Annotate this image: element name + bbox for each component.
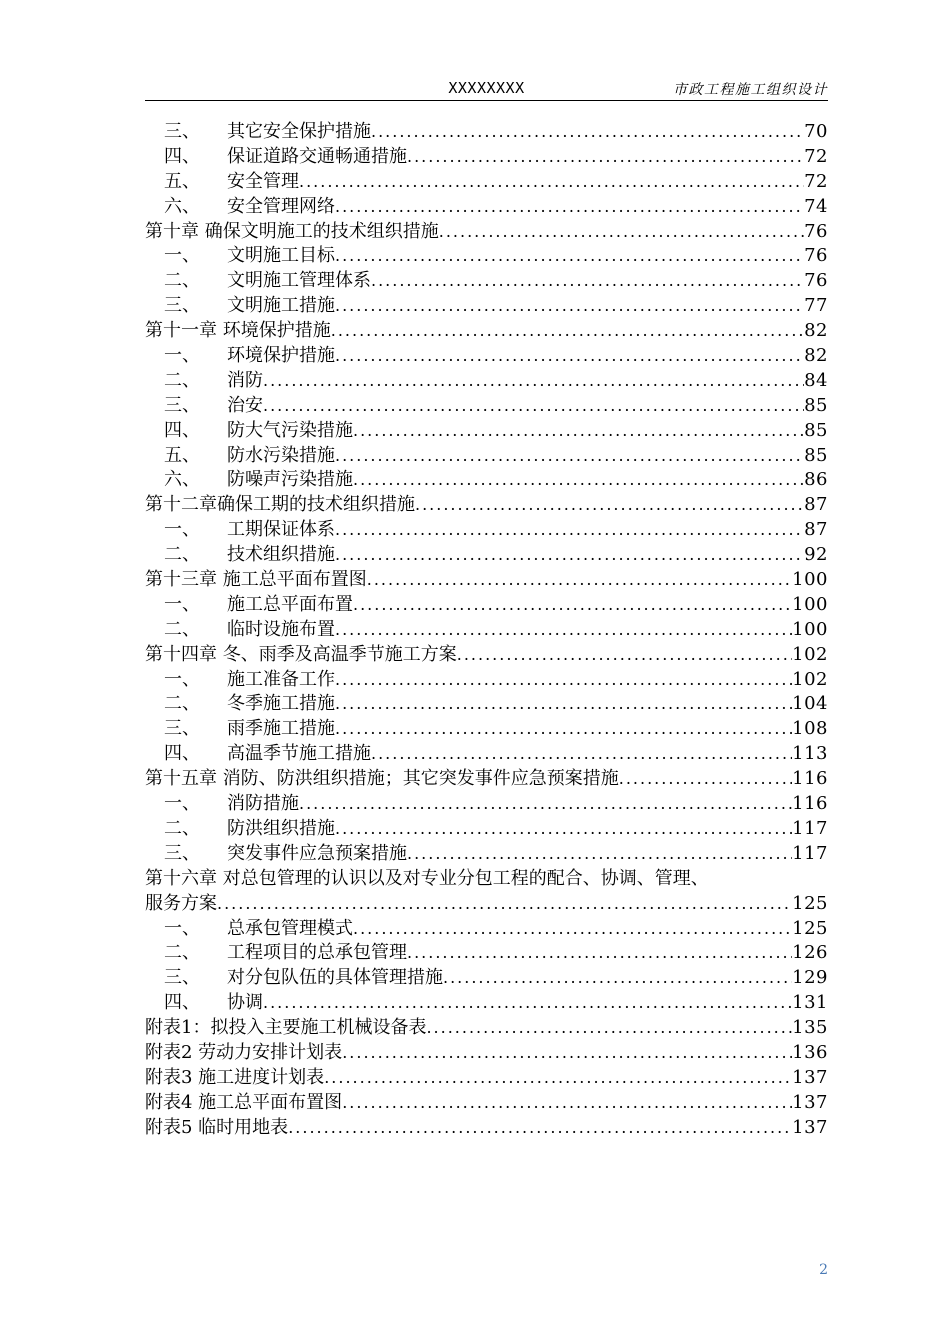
toc-entry-title: 附表1：拟投入主要施工机械设备表	[145, 1017, 427, 1039]
toc-section-entry[interactable]	[145, 419, 828, 444]
toc-entry-title: 第十四章 冬、雨季及高温季节施工方案	[145, 643, 457, 665]
toc-entry-title: 第十六章 对总包管理的认识以及对专业分包工程的配合、协调、管理、	[145, 867, 709, 889]
toc-entry-page: 113	[792, 743, 828, 765]
toc-section-entry[interactable]	[145, 941, 828, 966]
toc-dot-leader	[439, 220, 804, 245]
toc-chapter-entry[interactable]	[145, 767, 828, 792]
toc-entry-number: 一、	[164, 245, 200, 267]
toc-entry-number: 四、	[164, 419, 200, 441]
toc-chapter-entry[interactable]	[145, 1116, 828, 1141]
toc-entry-title: 第十二章确保工期的技术组织措施	[145, 494, 415, 516]
toc-dot-leader	[371, 269, 804, 294]
toc-entry-number: 一、	[164, 345, 200, 367]
toc-entry-title: 总承包管理模式	[227, 917, 353, 939]
toc-entry-page: 77	[804, 295, 828, 317]
toc-dot-leader	[335, 668, 792, 693]
toc-entry-page: 72	[804, 145, 828, 167]
toc-section-entry[interactable]	[145, 742, 828, 767]
toc-section-entry[interactable]	[145, 269, 828, 294]
toc-section-entry[interactable]	[145, 717, 828, 742]
toc-entry-number: 二、	[164, 942, 200, 964]
toc-entry-page: 125	[792, 917, 828, 939]
toc-entry-title: 雨季施工措施	[227, 718, 335, 740]
toc-entry-title: 附表3 施工进度计划表	[145, 1066, 325, 1088]
toc-entry-title: 突发事件应急预案措施	[227, 842, 407, 864]
toc-entry-page: 92	[804, 544, 828, 566]
toc-entry-title: 保证道路交通畅通措施	[227, 145, 407, 167]
toc-entry-page: 108	[792, 718, 828, 740]
toc-chapter-entry[interactable]	[145, 1066, 828, 1091]
toc-entry-title: 消防	[227, 369, 263, 391]
toc-chapter-entry[interactable]	[145, 220, 828, 245]
toc-entry-number: 一、	[164, 917, 200, 939]
toc-chapter-entry[interactable]	[145, 493, 828, 518]
toc-entry-number: 二、	[164, 369, 200, 391]
toc-chapter-entry[interactable]	[145, 1016, 828, 1041]
toc-entry-title: 第十五章 消防、防洪组织措施；其它突发事件应急预案措施	[145, 768, 619, 790]
toc-entry-page: 74	[804, 195, 828, 217]
toc-entry-page: 117	[792, 817, 828, 839]
toc-section-entry[interactable]	[145, 394, 828, 419]
toc-section-entry[interactable]	[145, 344, 828, 369]
toc-dot-leader	[331, 319, 804, 344]
toc-dot-leader	[457, 643, 792, 668]
toc-entry-number: 三、	[164, 842, 200, 864]
toc-entry-page: 85	[804, 419, 828, 441]
toc-entry-page: 82	[804, 345, 828, 367]
toc-entry-title: 临时设施布置	[227, 618, 335, 640]
toc-entry-page: 117	[792, 842, 828, 864]
toc-dot-leader	[335, 444, 804, 469]
toc-entry-page: 70	[804, 121, 828, 142]
toc-section-entry[interactable]	[145, 692, 828, 717]
toc-dot-leader	[353, 917, 792, 942]
toc-dot-leader	[263, 991, 792, 1016]
toc-dot-leader	[443, 966, 792, 991]
toc-entry-title: 环境保护措施	[227, 345, 335, 367]
toc-entry-page: 102	[792, 643, 828, 665]
toc-dot-leader	[342, 1091, 792, 1116]
toc-dot-leader	[299, 792, 792, 817]
toc-entry-title: 附表5 临时用地表	[145, 1116, 289, 1138]
toc-section-entry[interactable]	[145, 195, 828, 220]
toc-entry-page: 126	[792, 942, 828, 964]
toc-section-entry[interactable]	[145, 842, 828, 867]
toc-dot-leader	[367, 568, 792, 593]
page-number: 2	[819, 1262, 828, 1278]
toc-entry-number: 三、	[164, 718, 200, 740]
toc-entry-page: 116	[792, 768, 828, 790]
toc-entry-page: 87	[804, 519, 828, 541]
toc-entry-title: 附表2 劳动力安排计划表	[145, 1041, 343, 1063]
toc-entry-title: 技术组织措施	[227, 544, 335, 566]
toc-entry-page: 100	[792, 618, 828, 640]
toc-entry-page: 76	[804, 220, 828, 242]
toc-entry-page: 87	[804, 494, 828, 516]
toc-dot-leader	[426, 1016, 792, 1041]
toc-dot-leader	[415, 493, 804, 518]
toc-chapter-entry[interactable]	[145, 1041, 828, 1066]
toc-entry-title: 安全管理网络	[227, 195, 335, 217]
toc-entry-number: 二、	[164, 544, 200, 566]
toc-entry-page: 116	[792, 793, 828, 815]
toc-section-entry[interactable]	[145, 170, 828, 195]
toc-entry-title: 文明施工目标	[227, 245, 335, 267]
toc-section-entry[interactable]	[145, 543, 828, 568]
toc-entry-title: 施工总平面布置	[227, 593, 353, 615]
toc-entry-title: 防水污染措施	[227, 444, 335, 466]
toc-entry-page: 104	[792, 693, 828, 715]
toc-entry-number: 五、	[164, 444, 200, 466]
toc-entry-page: 136	[792, 1041, 828, 1063]
toc-entry-page: 86	[804, 469, 828, 491]
toc-dot-leader	[353, 419, 804, 444]
toc-dot-leader	[299, 170, 804, 195]
toc-section-entry[interactable]	[145, 618, 828, 643]
page-header	[145, 76, 828, 101]
header-document-name: 市政工程施工组织设计	[673, 82, 828, 98]
toc-chapter-entry[interactable]	[145, 319, 828, 344]
toc-entry-page: 102	[792, 668, 828, 690]
toc-entry-number: 一、	[164, 519, 200, 541]
toc-dot-leader	[335, 717, 792, 742]
toc-dot-leader	[407, 842, 792, 867]
toc-dot-leader	[353, 593, 792, 618]
toc-section-entry[interactable]	[145, 294, 828, 319]
toc-section-entry[interactable]	[145, 468, 828, 493]
toc-dot-leader	[335, 618, 792, 643]
toc-entry-page: 85	[804, 444, 828, 466]
toc-dot-leader	[407, 941, 792, 966]
toc-dot-leader	[335, 344, 804, 369]
toc-section-entry[interactable]	[145, 917, 828, 942]
toc-entry-title: 第十三章 施工总平面布置图	[145, 569, 367, 591]
toc-section-entry[interactable]	[145, 991, 828, 1016]
toc-entry-page: 84	[804, 369, 828, 391]
toc-entry-number: 三、	[164, 394, 200, 416]
toc-entry-page: 100	[792, 569, 828, 591]
toc-entry-title: 治安	[227, 394, 263, 416]
toc-entry-title: 第十一章 环境保护措施	[145, 320, 331, 342]
toc-entry-page: 72	[804, 170, 828, 192]
toc-dot-leader	[619, 767, 792, 792]
toc-entry-number: 二、	[164, 817, 200, 839]
toc-dot-leader	[342, 1041, 792, 1066]
toc-dot-leader	[353, 468, 804, 493]
table-of-contents	[145, 120, 828, 1141]
toc-dot-leader	[335, 518, 804, 543]
toc-entry-page: 137	[792, 1066, 828, 1088]
toc-entry-number: 一、	[164, 668, 200, 690]
toc-entry-number: 二、	[164, 693, 200, 715]
toc-dot-leader	[335, 195, 804, 220]
toc-entry-number: 四、	[164, 743, 200, 765]
toc-entry-title: 消防措施	[227, 793, 299, 815]
toc-dot-leader	[263, 369, 804, 394]
toc-section-entry[interactable]	[145, 792, 828, 817]
toc-entry-page: 100	[792, 593, 828, 615]
toc-entry-page: 137	[792, 1091, 828, 1113]
toc-entry-page: 82	[804, 320, 828, 342]
toc-section-entry[interactable]	[145, 668, 828, 693]
toc-dot-leader	[263, 394, 804, 419]
toc-entry-page: 76	[804, 270, 828, 292]
toc-entry-title: 防大气污染措施	[227, 419, 353, 441]
toc-section-entry[interactable]	[145, 966, 828, 991]
toc-entry-title: 服务方案	[145, 892, 217, 914]
toc-dot-leader	[335, 294, 804, 319]
toc-chapter-entry[interactable]	[145, 1091, 828, 1116]
toc-entry-number: 二、	[164, 270, 200, 292]
toc-entry-title: 附表4 施工总平面布置图	[145, 1091, 343, 1113]
toc-dot-leader	[709, 867, 828, 892]
toc-entry-title: 其它安全保护措施	[227, 121, 371, 142]
toc-entry-title: 对分包队伍的具体管理措施	[227, 967, 443, 989]
toc-entry-title: 施工准备工作	[227, 668, 335, 690]
toc-entry-page: 129	[792, 967, 828, 989]
toc-entry-number: 四、	[164, 992, 200, 1014]
toc-entry-title: 工期保证体系	[227, 519, 335, 541]
toc-section-entry[interactable]	[145, 817, 828, 842]
toc-dot-leader	[407, 145, 804, 170]
toc-entry-number: 三、	[164, 295, 200, 317]
toc-entry-page: 76	[804, 245, 828, 267]
toc-dot-leader	[335, 543, 804, 568]
toc-section-entry[interactable]	[145, 145, 828, 170]
toc-entry-title: 第十章 确保文明施工的技术组织措施	[145, 220, 439, 242]
toc-entry-page: 131	[792, 992, 828, 1014]
toc-chapter-entry[interactable]	[145, 867, 828, 892]
toc-section-entry[interactable]	[145, 518, 828, 543]
toc-entry-page: 135	[792, 1017, 828, 1039]
toc-section-entry[interactable]	[145, 369, 828, 394]
toc-entry-title: 协调	[227, 992, 263, 1014]
toc-dot-leader	[335, 692, 792, 717]
toc-entry-title: 冬季施工措施	[227, 693, 335, 715]
toc-entry-title: 工程项目的总承包管理	[227, 942, 407, 964]
header-title: XXXXXXXX	[448, 79, 525, 97]
toc-section-entry[interactable]	[145, 244, 828, 269]
toc-entry-title: 高温季节施工措施	[227, 743, 371, 765]
toc-section-entry[interactable]	[145, 444, 828, 469]
toc-entry-number: 二、	[164, 618, 200, 640]
toc-entry-page: 85	[804, 394, 828, 416]
toc-entry-title: 安全管理	[227, 170, 299, 192]
toc-entry-page: 125	[792, 892, 828, 914]
toc-entry-number: 三、	[164, 967, 200, 989]
toc-dot-leader	[217, 892, 792, 917]
toc-section-entry[interactable]	[145, 120, 828, 145]
toc-chapter-entry[interactable]	[145, 568, 828, 593]
toc-chapter-entry[interactable]	[145, 643, 828, 668]
toc-entry-number: 三、	[164, 121, 200, 142]
toc-dot-leader	[335, 244, 804, 269]
toc-chapter-entry[interactable]	[145, 892, 828, 917]
toc-dot-leader	[371, 120, 804, 145]
toc-entry-title: 文明施工措施	[227, 295, 335, 317]
toc-dot-leader	[335, 817, 792, 842]
toc-entry-number: 六、	[164, 195, 200, 217]
toc-entry-title: 防洪组织措施	[227, 817, 335, 839]
toc-entry-number: 一、	[164, 793, 200, 815]
toc-section-entry[interactable]	[145, 593, 828, 618]
toc-dot-leader	[371, 742, 792, 767]
toc-entry-number: 一、	[164, 593, 200, 615]
toc-entry-number: 五、	[164, 170, 200, 192]
toc-dot-leader	[288, 1116, 792, 1141]
toc-entry-number: 四、	[164, 145, 200, 167]
toc-entry-title: 文明施工管理体系	[227, 270, 371, 292]
toc-dot-leader	[324, 1066, 792, 1091]
toc-entry-title: 防噪声污染措施	[227, 469, 353, 491]
toc-entry-page: 137	[792, 1116, 828, 1138]
toc-entry-number: 六、	[164, 469, 200, 491]
